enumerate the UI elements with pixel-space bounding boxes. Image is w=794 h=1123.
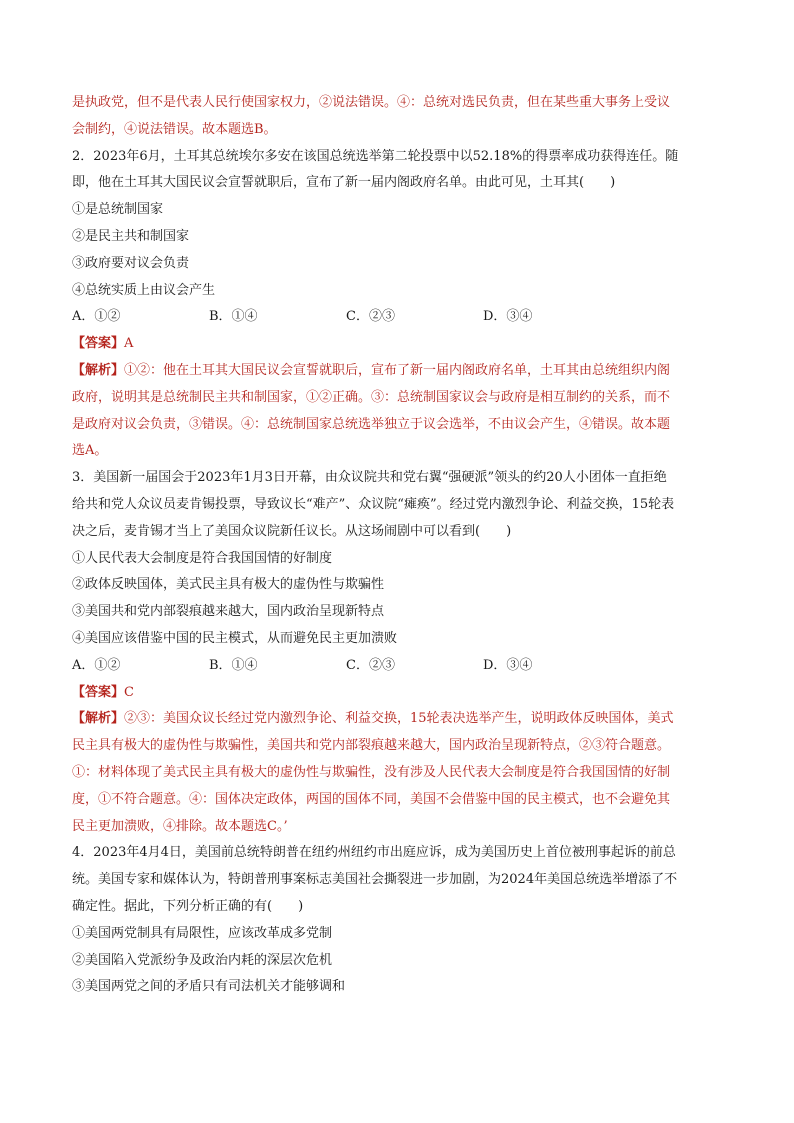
q3-option-b: B．①④	[209, 657, 258, 673]
q3-answer	[72, 680, 727, 707]
q4-item: ①美国两党制具有局限性，应该改革成多党制	[72, 925, 333, 941]
q2-option-a: A．①②	[72, 309, 121, 325]
q3-analysis: ①：材料体现了美式民主具有极大的虚伪性与欺骗性，没有涉及人民代表大会制度是符合我国国情的好制	[72, 764, 671, 780]
q2-analysis: 政府，说明其是总统制民主共和制国家，①②正确。③：总统制国家议会与政府是相互制约的关系，而不	[72, 389, 671, 405]
prev-analysis-line: 会制约，④说法错误。故本题选B。	[72, 121, 277, 137]
q3-item: ④美国应该借鉴中国的民主模式，从而避免民主更加溃败	[72, 630, 398, 646]
q2-item: ①是总统制国家	[72, 202, 164, 218]
q4-stem: 统。美国专家和媒体认为，特朗普刑事案标志美国社会撕裂进一步加剧，为2024年美国总统选举增添了不	[72, 872, 678, 888]
q3-analysis: 民主更加溃败，④排除。故本题选C。’	[72, 818, 288, 834]
analysis-tag: 【解析】	[72, 711, 125, 727]
analysis-text: ②③：美国众议长经过党内激烈争论、利益交换，15轮表决选举产生，说明政体反映国体，美式	[124, 711, 674, 727]
q2-item: ③政府要对议会负责	[72, 255, 190, 271]
q3-item: ②政体反映国体，美式民主具有极大的虚伪性与欺骗性	[72, 577, 385, 593]
q3-analysis: 民主具有极大的虚伪性与欺骗性，美国共和党内部裂痕越来越大，国内政治呈现新特点，②③符合题意。	[72, 738, 671, 754]
q3-analysis	[72, 706, 727, 733]
q2-option-d: D．③④	[483, 309, 533, 325]
answer-value: A	[124, 336, 134, 352]
q2-options	[72, 304, 727, 331]
q2-stem: 即，他在土耳其大国民议会宣誓就职后，宣布了新一届内阁政府名单。由此可见，土耳其( )	[72, 175, 616, 191]
q3-item: ③美国共和党内部裂痕越来越大，国内政治呈现新特点	[72, 604, 385, 620]
q2-option-c: C．②③	[346, 309, 395, 325]
q3-item: ①人民代表大会制度是符合我国国情的好制度	[72, 550, 333, 566]
q3-analysis: 度，①不符合题意。④：国体决定政体，两国的国体不同，美国不会借鉴中国的民主模式，也不会避免其	[72, 791, 671, 807]
q4-stem: 确定性。据此，下列分析正确的有( )	[72, 898, 304, 914]
analysis-tag: 【解析】	[72, 362, 125, 378]
answer-tag: 【答案】	[72, 336, 125, 352]
q3-stem: 决之后，麦肯锡才当上了美国众议院新任议长。从这场闹剧中可以看到( )	[72, 523, 512, 539]
q2-option-b: B．①④	[209, 309, 258, 325]
q3-stem: 给共和党人众议员麦肯锡投票，导致议长“难产”、众议院“瘫痪”。经过党内激烈争论、利益交换，15轮表	[72, 496, 675, 512]
q4-item: ③美国两党之间的矛盾只有司法机关才能够调和	[72, 979, 346, 995]
q3-option-a: A．①②	[72, 657, 121, 673]
q4-stem: 4．2023年4月4日，美国前总统特朗普在纽约州纽约市出庭应诉，成为美国历史上首位被刑事起诉的前总	[72, 845, 676, 861]
q3-stem: 3．美国新一届国会于2023年1月3日开幕，由众议院共和党右翼“强硬派”领头的约20人小团体一直拒绝	[72, 470, 667, 486]
q2-stem: 2．2023年6月，土耳其总统埃尔多安在该国总统选举第二轮投票中以52.18%的得票率成功获得连任。随	[72, 148, 679, 164]
document-page	[72, 90, 727, 1001]
q3-option-d: D．③④	[483, 657, 533, 673]
q3-option-c: C．②③	[346, 657, 395, 673]
answer-tag: 【答案】	[72, 684, 125, 700]
q2-analysis	[72, 358, 727, 385]
prev-analysis-line: 是执政党，但不是代表人民行使国家权力，②说法错误。④：总统对选民负责，但在某些重大事务上受议	[72, 95, 671, 110]
q2-analysis: 是政府对议会负责，③错误。④：总统制国家总统选举独立于议会选举，不由议会产生，④错误。故本题	[72, 416, 671, 432]
q2-item: ④总统实质上由议会产生	[72, 282, 216, 298]
q3-options	[72, 653, 727, 680]
q2-analysis: 选A。	[72, 443, 108, 459]
answer-value: C	[124, 684, 134, 700]
analysis-text: ①②：他在土耳其大国民议会宣誓就职后，宣布了新一届内阁政府名单，土耳其由总统组织内阁	[124, 362, 671, 378]
q2-answer	[72, 331, 727, 358]
q4-item: ②美国陷入党派纷争及政治内耗的深层次危机	[72, 952, 333, 968]
q2-item: ②是民主共和制国家	[72, 228, 190, 244]
